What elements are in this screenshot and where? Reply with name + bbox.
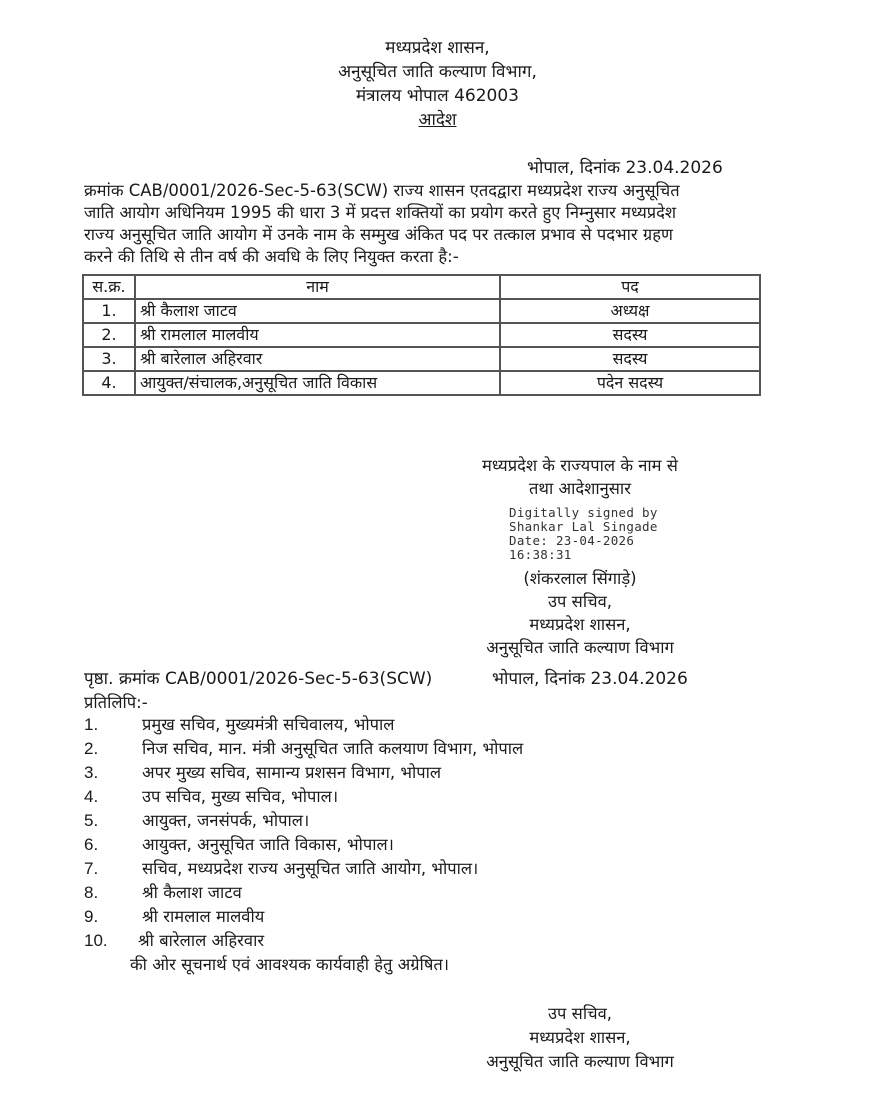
signature-authority-line1: मध्यप्रदेश के राज्यपाल के नाम से xyxy=(482,456,678,475)
cell-name: श्री कैलाश जाटव xyxy=(135,299,500,323)
cell-post: सदस्य xyxy=(500,323,760,347)
copy-to-label: प्रतिलिपि:- xyxy=(84,693,148,712)
header-govt: मध्यप्रदेश शासन, xyxy=(385,38,490,58)
list-item: 5. आयुक्त, जनसंपर्क, भोपाल। xyxy=(84,811,310,830)
table-row xyxy=(83,347,760,371)
order-title xyxy=(0,108,875,132)
table-row xyxy=(83,371,760,395)
list-item: 2. निज सचिव, मान. मंत्री अनुसूचित जाति कलयाण विभाग, भोपाल xyxy=(84,739,524,758)
closing-note: की ओर सूचनार्थ एवं आवश्यक कार्यवाही हेतु अग्रेषित। xyxy=(130,955,450,974)
cell-name: श्री रामलाल मालवीय xyxy=(135,323,500,347)
order-paragraph xyxy=(84,180,784,268)
digital-signature-time: 16:38:31 xyxy=(509,547,572,562)
signatory-govt: मध्यप्रदेश शासन, xyxy=(529,615,631,634)
paragraph-line: क्रमांक CAB/0001/2026-Sec-5-63(SCW) राज्य शासन एतदद्वारा मध्यप्रदेश राज्य अनुसूचित xyxy=(84,181,680,200)
list-item: 7. सचिव, मध्यप्रदेश राज्य अनुसूचित जाति आयोग, भोपाल। xyxy=(84,859,479,878)
endorsement-date: भोपाल, दिनांक 23.04.2026 xyxy=(492,669,688,689)
cell-post: सदस्य xyxy=(500,347,760,371)
final-signatory-department: अनुसूचित जाति कल्याण विभाग xyxy=(486,1052,674,1071)
list-item: 8. श्री कैलाश जाटव xyxy=(84,883,242,902)
signatory-name: (शंकरलाल सिंगाड़े) xyxy=(523,569,637,588)
list-item: 9. श्री रामलाल मालवीय xyxy=(84,907,265,926)
cell-post: पदेन सदस्य xyxy=(500,371,760,395)
signature-authority-line2: तथा आदेशानुसार xyxy=(529,479,631,498)
cell-serial: 3. xyxy=(83,347,135,371)
header-department: अनुसूचित जाति कल्याण विभाग, xyxy=(338,62,537,82)
header-address: मंत्रालय भोपाल 462003 xyxy=(356,86,519,106)
final-signatory-designation: उप सचिव, xyxy=(548,1004,612,1023)
paragraph-line: करने की तिथि से तीन वर्ष की अवधि के लिए नियुक्त करता है:- xyxy=(84,247,459,266)
list-item: 3. अपर मुख्य सचिव, सामान्य प्रशसन विभाग, भोपाल xyxy=(84,763,442,782)
list-item: 10. श्री बारेलाल अहिरवार xyxy=(84,931,265,950)
endorsement-ref: पृष्ठा. क्रमांक CAB/0001/2026-Sec-5-63(SCW) xyxy=(84,669,433,689)
digital-signature-line: Digitally signed by xyxy=(509,505,658,520)
signatory-department: अनुसूचित जाति कल्याण विभाग xyxy=(486,638,674,657)
col-header-serial: स.क्र. xyxy=(83,275,135,299)
table-header-row xyxy=(83,275,760,299)
appointment-table xyxy=(82,274,761,396)
table-row xyxy=(83,299,760,323)
cell-post: अध्यक्ष xyxy=(500,299,760,323)
digital-signature xyxy=(509,506,658,562)
list-item: 1. प्रमुख सचिव, मुख्यमंत्री सचिवालय, भोपाल xyxy=(84,715,395,734)
cell-name: आयुक्त/संचालक,अनुसूचित जाति विकास xyxy=(135,371,500,395)
cell-name: श्री बारेलाल अहिरवार xyxy=(135,347,500,371)
list-item: 6. आयुक्त, अनुसूचित जाति विकास, भोपाल। xyxy=(84,835,394,854)
signatory-designation: उप सचिव, xyxy=(548,592,612,611)
paragraph-line: जाति आयोग अधिनियम 1995 की धारा 3 में प्रदत्त शक्तियों का प्रयोग करते हुए निम्नुसार मध्यप्रदेश xyxy=(84,203,677,222)
recipient-list xyxy=(84,713,523,977)
col-header-post: पद xyxy=(500,275,760,299)
cell-serial: 4. xyxy=(83,371,135,395)
final-signatory-govt: मध्यप्रदेश शासन, xyxy=(529,1028,631,1047)
col-header-name: नाम xyxy=(135,275,500,299)
table-row xyxy=(83,323,760,347)
digital-signature-date: Date: 23-04-2026 xyxy=(509,533,635,548)
cell-serial: 1. xyxy=(83,299,135,323)
paragraph-line: राज्य अनुसूचित जाति आयोग में उनके नाम के सम्मुख अंकित पद पर तत्काल प्रभाव से पदभार ग्रहण xyxy=(84,225,673,244)
list-item: 4. उप सचिव, मुख्य सचिव, भोपाल। xyxy=(84,787,339,806)
digital-signature-signer: Shankar Lal Singade xyxy=(509,519,658,534)
cell-serial: 2. xyxy=(83,323,135,347)
order-date: भोपाल, दिनांक 23.04.2026 xyxy=(527,158,723,178)
order-title-text: आदेश xyxy=(418,110,457,130)
